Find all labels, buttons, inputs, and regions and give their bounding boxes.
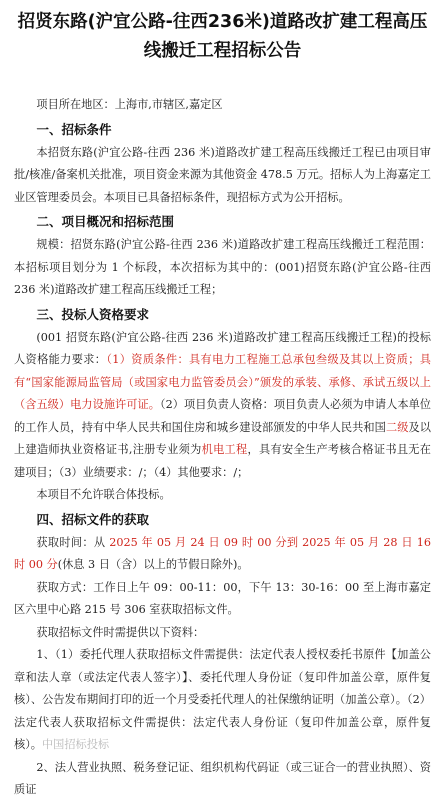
required-materials: 获取招标文件时需提供以下资料：: [36, 625, 205, 639]
section-heading-tender-conditions: 一、招标条件: [36, 121, 112, 137]
section-heading-documents: 四、招标文件的获取: [36, 511, 150, 527]
watermark: 中国招标投标: [41, 738, 110, 751]
acquisition-time: 获取时间：从 2025 年 05 月 24 日 09 时 00 分到 2025 年 05 月 28 日 16 时 00 分(休息 3 日（含）以上的节假日除外)。: [14, 535, 431, 571]
qualifications-text: (001 招贤东路(沪宜公路-往西 236 米)道路改扩建工程高压线搬迁工程)的投标人资格能力要求：（1）资质条件：具有电力工程施工总承包叁级及其以上资质；具有“国家能源局监管局（或国家电力监管委员会）”颁发的承装、承修、承试五级以上（含五级）电力设施许可证。（2）项目负责人资格：项目负责人必须为申请人本单位的工作人员，持有中华人民共和国住房和城乡建设部颁发的中华人民共和国二级及以上建造师执业资格证书,注册专业须为机电工程，具有安全生产考核合格证书且无在建项目；（3）业绩要求：/；（4）其他要求：/；: [14, 330, 431, 479]
consortium-note: 本项目不允许联合体投标。: [36, 488, 171, 501]
materials-item-1: 1、（1）委托代理人获取招标文件需提供：法定代表人授权委托书原件【加盖公章和法人章（或法定代表人签字）】、委托代理人身份证（复印件加盖公章，原件复核）、公告发布期间打印的近一个月受委托代理人的社保缴纳证明（加盖公章）。（2）法定代表人获取招标文件需提供：法定代表人身份证（复印件加盖公章，原件复核）。中国招标投标: [14, 648, 431, 751]
project-location: 项目所在地区：上海市,市辖区,嘉定区: [36, 98, 223, 111]
overview-text: 规模：招贤东路(沪宜公路-往西 236 米)道路改扩建工程高压线搬迁工程范围：本招标项目划分为 1 个标段，本次招标为其中的：(001)招贤东路(沪宜公路-往西 236 米)道路改扩建工程高压线搬迁工程；: [14, 238, 431, 296]
tender-conditions-text: 本招贤东路(沪宜公路-往西 236 米)道路改扩建工程高压线搬迁工程已由项目审批/核准/备案机关批准，项目资金来源为其他资金 478.5 万元。招标人为上海嘉定工业区管理委员会。本项目已具备招标条件，现招标方式为公开招标。: [14, 145, 431, 204]
page-title: 招贤东路(沪宜公路-往西236米)道路改扩建工程高压线搬迁工程招标公告: [17, 12, 428, 61]
qualification-requirement-1: （1）资质条件：具有电力工程施工总承包叁级及其以上资质；具有“国家能源局监管局（或国家电力监管委员会）”颁发的承装、承修、承试五级以上（含五级）电力设施许可证。: [14, 353, 431, 411]
acquisition-method: 获取方式：工作日上午 09：00-11：00，下午 13：30-16：00 至上海市嘉定区六里中心路 215 号 306 室获取招标文件。: [14, 580, 431, 616]
materials-item-2: 2、法人营业执照、税务登记证、组织机构代码证（或三证合一的营业执照）、资质证: [14, 760, 431, 796]
section-heading-qualifications: 三、投标人资格要求: [36, 306, 150, 322]
section-heading-overview: 二、项目概况和招标范围: [36, 214, 175, 229]
